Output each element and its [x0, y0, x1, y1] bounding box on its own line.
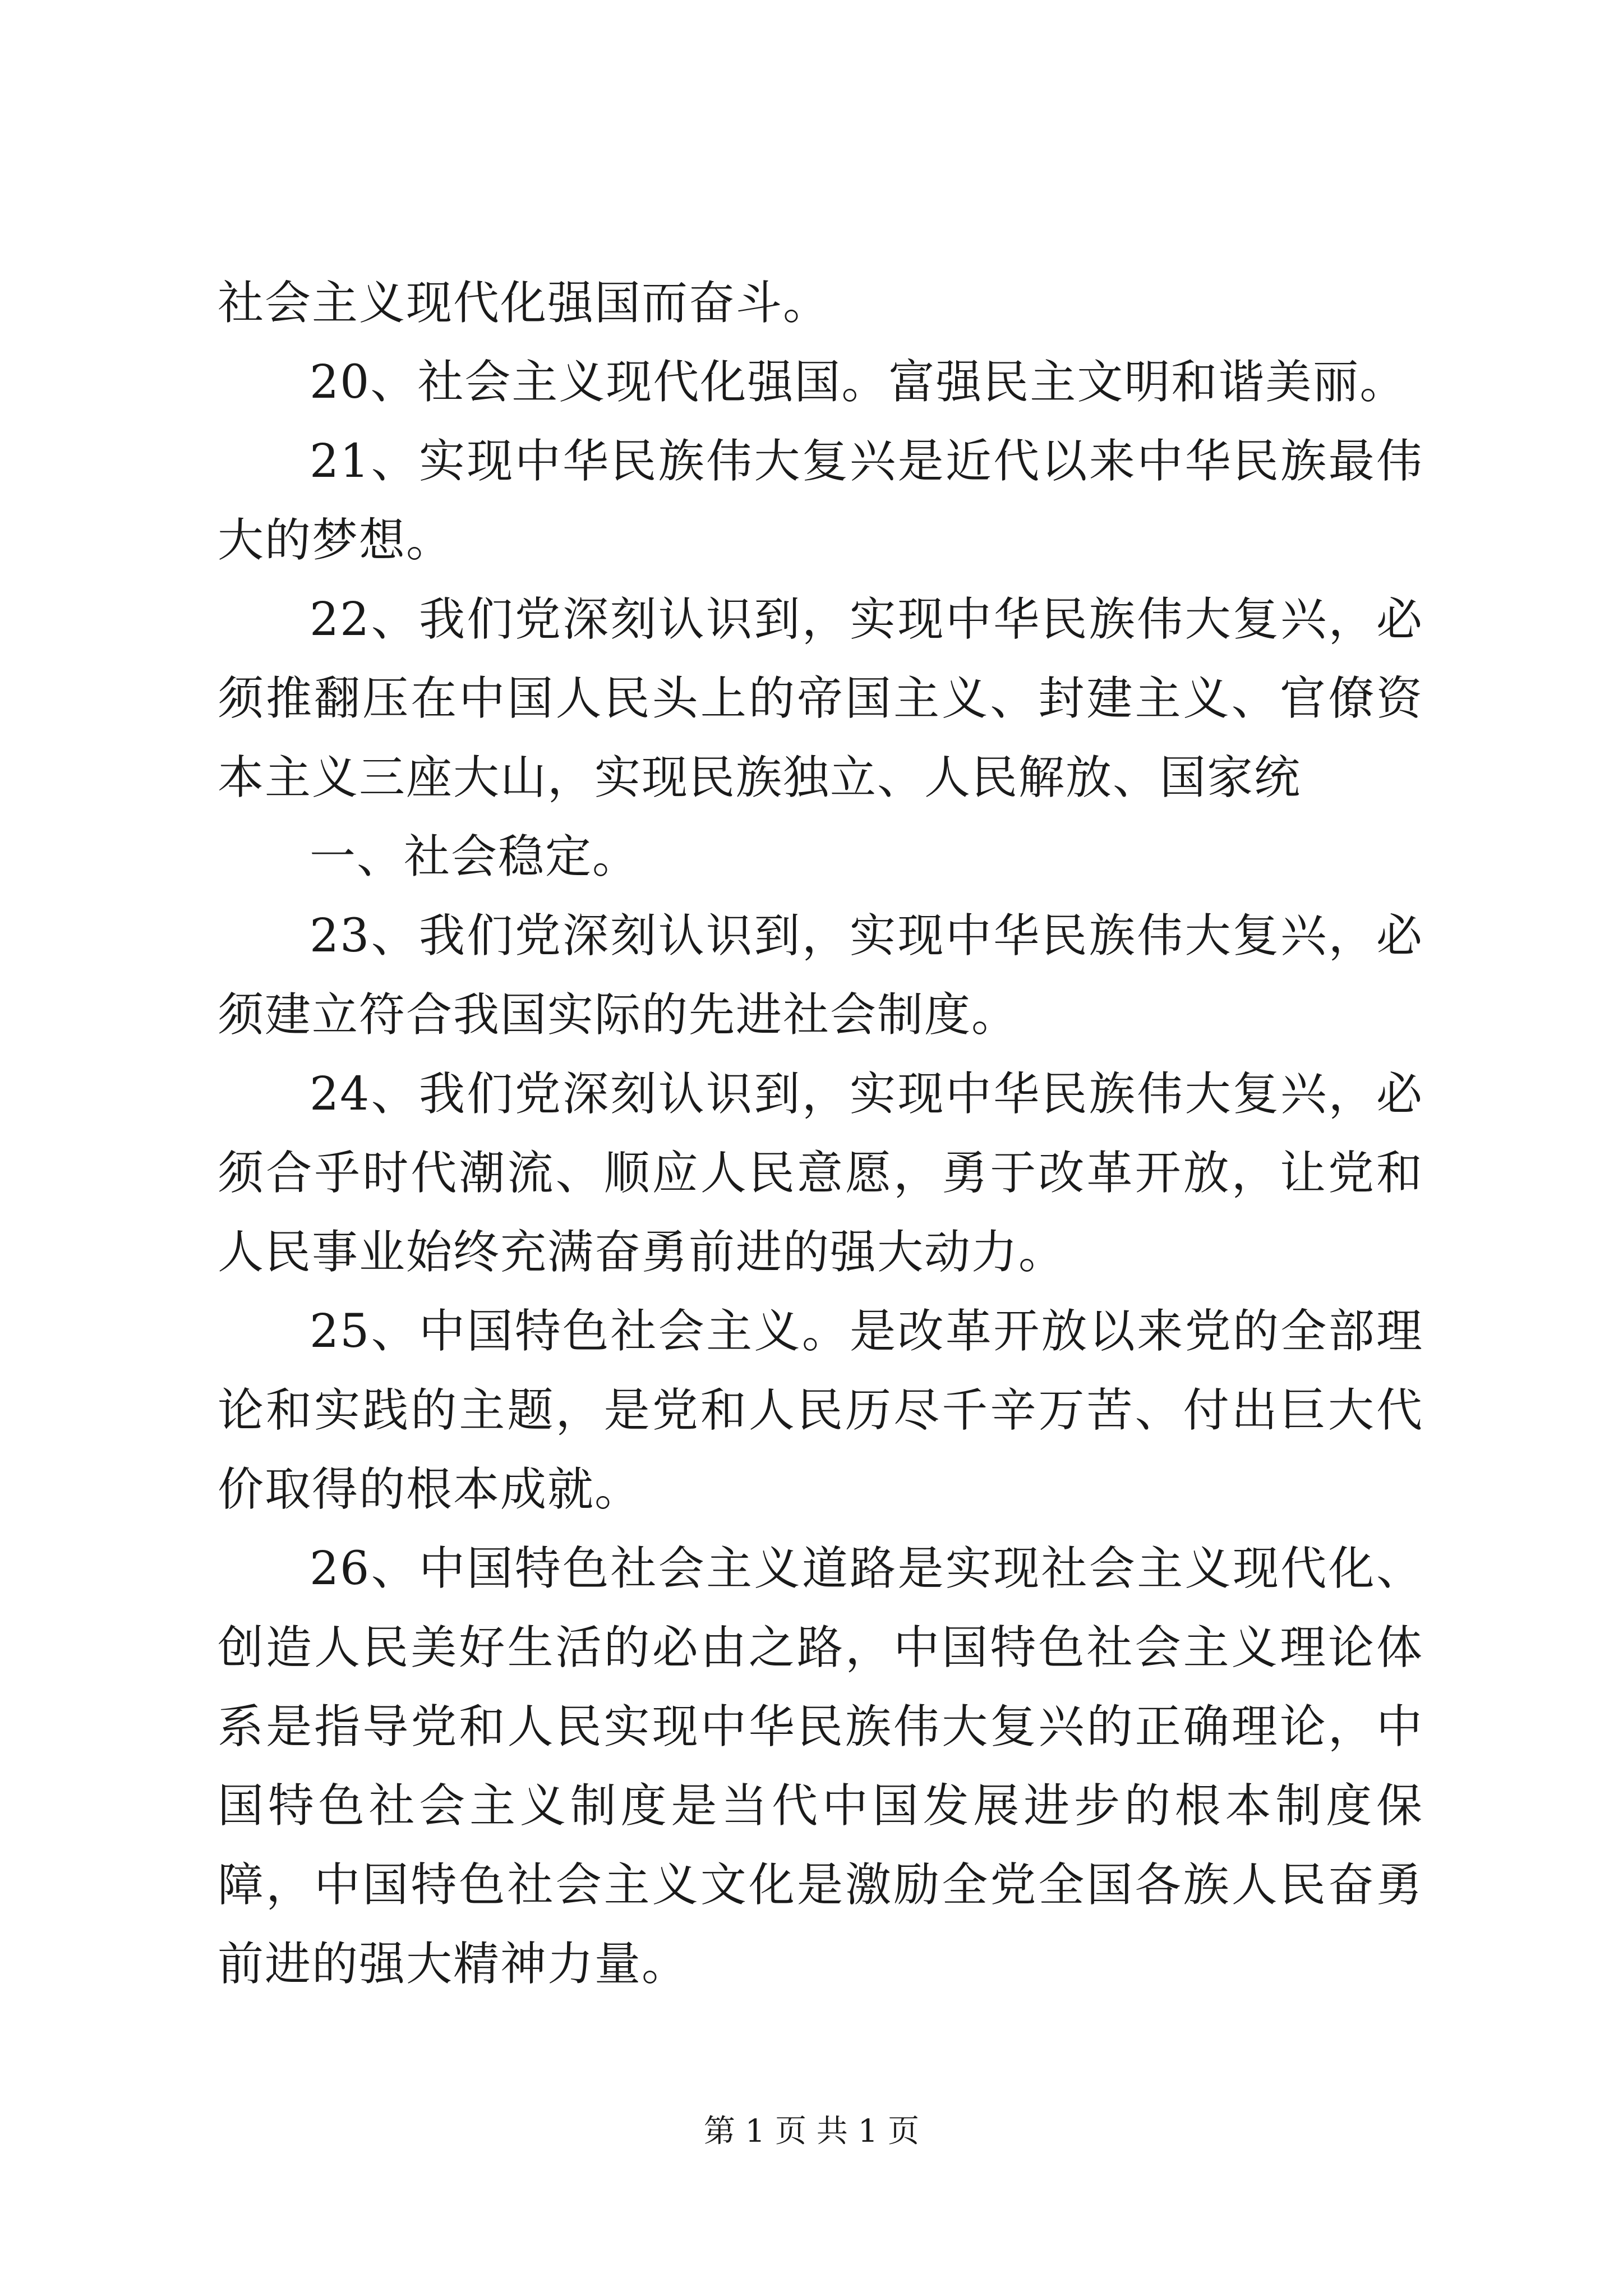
paragraph-item-26: 26、中国特色社会主义道路是实现社会主义现代化、创造人民美好生活的必由之路，中国特色社会主义理论体系是指导党和人民实现中华民族伟大复兴的正确理论，中国特色社会主义制度是当代中国发展进步的根本制度保障，中国特色社会主义文化是激励全党全国各族人民奋勇前进的强大精神力量。	[218, 1542, 1423, 1991]
page-footer: 第 1 页 共 1 页	[703, 2113, 920, 2150]
paragraph-item-21: 21、实现中华民族伟大复兴是近代以来中华民族最伟大的梦想。	[218, 435, 1423, 567]
paragraph-item-20: 20、社会主义现代化强国。富强民主文明和谐美丽。	[310, 356, 1407, 409]
paragraph-item-22: 22、我们党深刻认识到，实现中华民族伟大复兴，必须推翻压在中国人民头上的帝国主义、封建主义、官僚资本主义三座大山，实现民族独立、人民解放、国家统	[218, 593, 1423, 804]
paragraph-item-24: 24、我们党深刻认识到，实现中华民族伟大复兴，必须合乎时代潮流、顺应人民意愿，勇于改革开放，让党和人民事业始终充满奋勇前进的强大动力。	[218, 1068, 1423, 1279]
paragraph-item-25: 25、中国特色社会主义。是改革开放以来党的全部理论和实践的主题，是党和人民历尽千辛万苦、付出巨大代价取得的根本成就。	[218, 1305, 1423, 1516]
paragraph-item-23: 23、我们党深刻认识到，实现中华民族伟大复兴，必须建立符合我国实际的先进社会制度。	[218, 909, 1423, 1042]
document-body	[218, 264, 1423, 2004]
paragraph-item-22-continued: 一、社会稳定。	[310, 830, 640, 884]
paragraph-continuation: 社会主义现代化强国而奋斗。	[218, 277, 831, 330]
